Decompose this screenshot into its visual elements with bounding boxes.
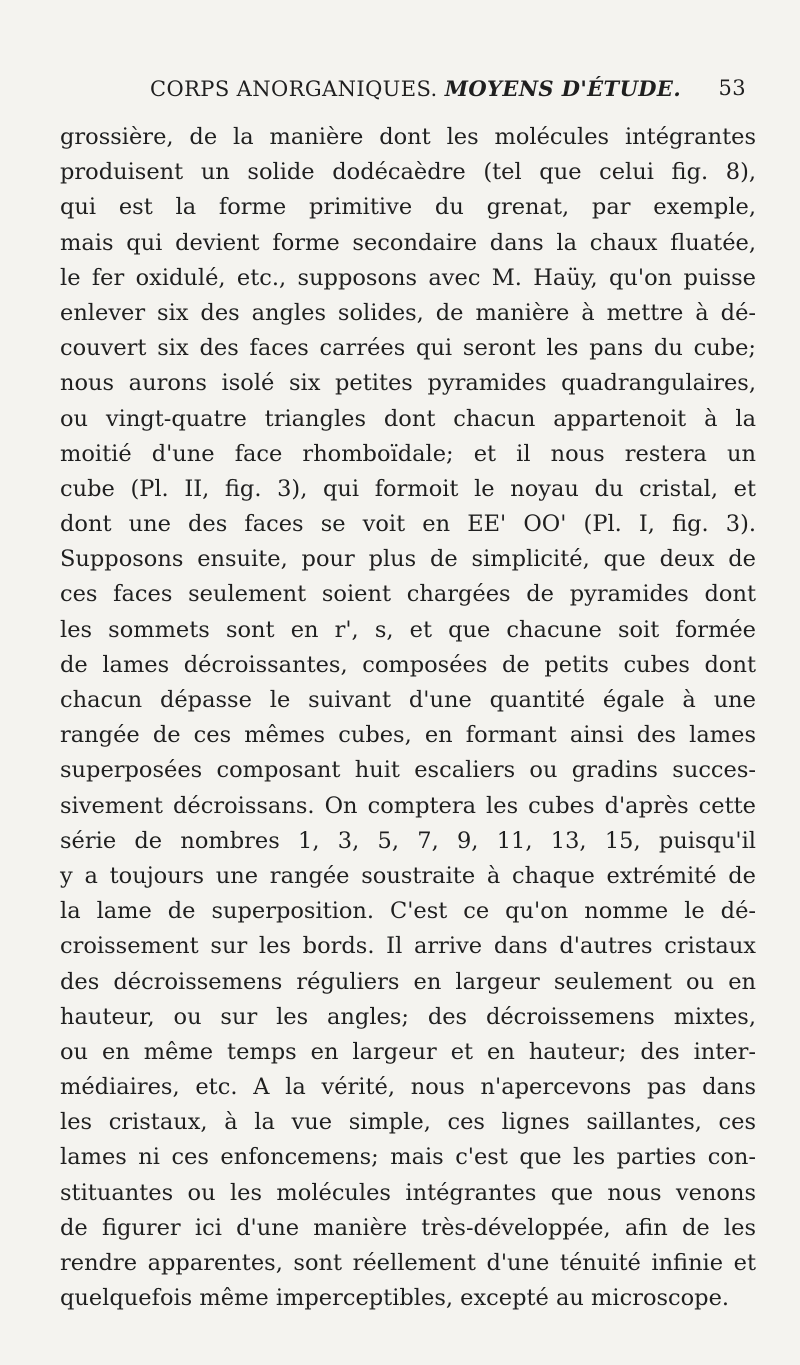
text-line: y a toujours une rangée soustraite à chaque extrémité de [60,862,756,889]
text-line: les cristaux, à la vue simple, ces lignes saillantes, ces [60,1109,756,1136]
text-line: le fer oxidulé, etc., supposons avec M. Haüy, qu'on puisse [60,264,756,291]
text-line: qui est la forme primitive du grenat, par exemple, [60,194,756,221]
page-number: 53 [718,76,746,100]
running-title-main: CORPS ANORGANIQUES. [150,77,438,101]
text-line: rangée de ces mêmes cubes, en formant ainsi des lames [60,722,756,749]
text-line: croissement sur les bords. Il arrive dans d'autres cristaux [60,933,756,960]
text-line: ces faces seulement soient chargées de pyramides dont [60,581,756,608]
text-line: ou vingt-quatre triangles dont chacun appartenoit à la [60,405,756,432]
text-line: série de nombres 1, 3, 5, 7, 9, 11, 13, 15, puisqu'il [60,827,756,854]
text-line: couvert six des faces carrées qui seront les pans du cube; [60,335,756,362]
running-title-section: MOYENS D'ÉTUDE. [444,76,682,101]
text-line: ou en même temps en largeur et en hauteur; des inter- [60,1038,756,1065]
body-text [60,120,756,1316]
text-line: dont une des faces se voit en EE' OO' (Pl. I, fig. 3). [60,511,756,538]
text-line: cube (Pl. II, fig. 3), qui formoit le noyau du cristal, et [60,475,756,502]
text-line: médiaires, etc. A la vérité, nous n'apercevons pas dans [60,1074,756,1101]
text-line: produisent un solide dodécaèdre (tel que celui fig. 8), [60,159,756,186]
text-line: sivement décroissans. On comptera les cubes d'après cette [60,792,756,819]
running-title [150,76,681,101]
text-line: la lame de superposition. C'est ce qu'on nomme le dé- [60,898,756,925]
text-line: mais qui devient forme secondaire dans la chaux fluatée, [60,229,756,256]
text-line: superposées composant huit escaliers ou gradins succes- [60,757,756,784]
text-line: chacun dépasse le suivant d'une quantité égale à une [60,687,756,713]
text-line: de lames décroissantes, composées de petits cubes dont [60,651,756,678]
text-line: moitié d'une face rhomboïdale; et il nous restera un [60,440,756,467]
text-line: de figurer ici d'une manière très-développée, afin de les [60,1214,756,1241]
text-line: enlever six des angles solides, de manière à mettre à dé- [60,299,756,326]
running-head [150,76,746,116]
text-line: grossière, de la manière dont les molécules intégrantes [60,124,756,150]
text-line: nous aurons isolé six petites pyramides quadrangulaires, [60,370,756,397]
text-line: quelquefois même imperceptibles, excepté au microscope. [60,1285,730,1312]
text-line: hauteur, ou sur les angles; des décroissemens mixtes, [60,1003,756,1030]
text-line: des décroissemens réguliers en largeur seulement ou en [60,968,756,995]
text-line: stituantes ou les molécules intégrantes que nous venons [60,1179,756,1206]
text-line: les sommets sont en r', s, et que chacune soit formée [60,616,756,643]
text-line: Supposons ensuite, pour plus de simplicité, que deux de [60,546,756,573]
text-line: lames ni ces enfoncemens; mais c'est que les parties con- [60,1144,756,1171]
text-line: rendre apparentes, sont réellement d'une ténuité infinie et [60,1250,756,1276]
